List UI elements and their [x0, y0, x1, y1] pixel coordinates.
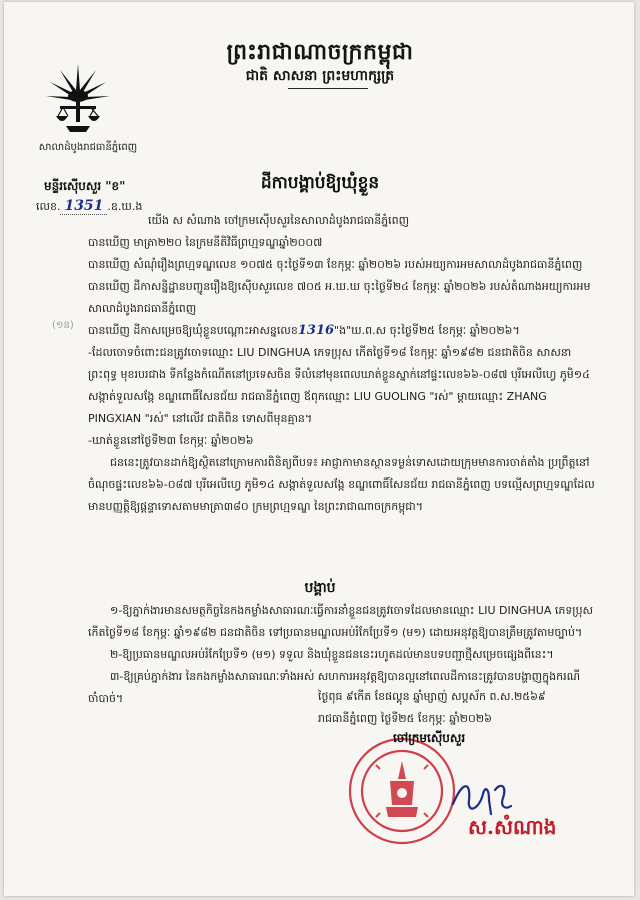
office-name: មន្ទីរស៊ើបសួរ "ខ"	[44, 179, 126, 193]
intro-line: យើង ស សំណាង ចៅក្រមស៊ើបសួរនៃសាលាដំបូងរាជធានីភ្នំពេញ	[148, 214, 410, 227]
recital-3: បានឃើញ ដីកាសន្និដ្ឋានបញ្ជូនរឿងឱ្យស៊ើបសួរលេខ ៧០៥ អ.ឃ.ឃ ចុះថ្ងៃទី២៤ ខែកុម្ភៈ ឆ្នាំ២០២៦ របស់តំណាងអយ្យការអមសាលាដំបូងរាជធានីភ្នំពេញ	[88, 280, 591, 315]
court-name: សាលាដំបូងរាជធានីភ្នំពេញ	[38, 142, 138, 153]
document-title: ដីកាបង្គាប់ឱ្យឃុំខ្លួន	[260, 173, 380, 193]
official-stamp-icon	[346, 735, 458, 847]
handwritten-signature-icon	[445, 770, 515, 820]
recital-4-pre: បានឃើញ ដីកាសម្រេចឱ្យឃុំខ្លួនបណ្តោះអាសន្នលេខ	[88, 324, 298, 337]
dateline-lunar: ថ្ងៃពុធ ៩កើត ខែផល្គុន ឆ្នាំម្សាញ់ សប្តស័ក ព.ស.២៥៦៩	[318, 690, 546, 703]
document-body	[88, 210, 598, 518]
recital-4-post: "ង"ឃ.ព.ស ចុះថ្ងៃទី២៥ ខែកុម្ភៈ ឆ្នាំ២០២៦។	[334, 324, 520, 337]
margin-note: (១ន)	[52, 320, 74, 331]
dateline-solar: រាជធានីភ្នំពេញ ថ្ងៃទី២៥ ខែកុម្ភៈ ឆ្នាំ២០២៦	[318, 712, 492, 725]
recital-2: បានឃើញ សំណុំរឿងព្រហ្មទណ្ឌលេខ ១០៧៥ ចុះថ្ងៃទី១៣ ខែកុម្ភៈ ឆ្នាំ២០២៦ របស់អយ្យការអមសាលាដំបូងរាជធានីភ្នំពេញ	[88, 258, 583, 271]
order-2: ២-ឱ្យប្រធានមណ្ឌលអប់រំកែប្រែទី១ (ម១) ទទួល និងឃុំខ្លួនជននេះរហូតដល់មានបទបញ្ជាថ្មីសម្រេចផ្សេងពីនេះ។	[110, 648, 554, 661]
motto-heading: ជាតិ សាសនា ព្រះមហាក្សត្រ	[245, 68, 395, 84]
recital-4	[88, 320, 598, 342]
ref-suffix: .ឧ.ឃ.ង	[107, 200, 143, 213]
order-1: ១-ឱ្យភ្នាក់ងារមានសមត្ថកិច្ចនៃកងកម្លាំងសាធារណៈធ្វើការនាំខ្លួនជនត្រូវចោទដែលមានឈ្មោះ LIU DINGHUA ភេទប្រុស កើតថ្ងៃទី១៨ ខែកុម្ភៈ ឆ្នាំ១៩៨២ ជនជាតិចិន ទៅប្រធានមណ្ឌលអប់រំកែប្រែទី១ (ម១) ដោយអនុវត្តឱ្យបានត្រឹមត្រូវតាមច្បាប់។	[88, 604, 594, 639]
signer-title: ចៅក្រមស៊ើបសួរ	[393, 731, 466, 745]
recital-4-number-handwritten: 1316	[297, 323, 335, 338]
arrest-date: -ឃាត់ខ្លួននៅថ្ងៃទី២៣ ខែកុម្ភៈ ឆ្នាំ២០២៦	[88, 434, 254, 447]
order-3: ៣-ឱ្យគ្រប់ភ្នាក់ងារ នៃកងកម្លាំងសាធារណៈទាំងអស់ សហការអនុវត្តឱ្យបានល្អនៅពេលដីកានេះត្រូវបានបង្ហាញក្នុងករណីចាំបាច់។	[88, 670, 581, 705]
dateline	[318, 686, 618, 730]
order-heading: បង្គាប់	[304, 580, 336, 596]
charge-details: ជននេះត្រូវបានដាក់ឱ្យស្ថិតនៅក្រោមការពិនិត្យពីបទ៖ អាជ្ញាកាមានស្ថានទម្ងន់ទោសដោយក្រុមមានការចាត់តាំង ប្រព្រឹត្តនៅចំណុចផ្ទះលេខ៦៦-០៨៧ បុរីអេលីហ្វេ ភូមិ១៤ សង្កាត់ទួលសង្កែ ខណ្ឌពោធិ៍សែនជ័យ រាជធានីភ្នំពេញ បទល្មើសព្រហ្មទណ្ឌដែលមានបញ្ញត្តិឱ្យផ្តន្ទាទោសតាមមាត្រា៣៨០ ក្រមព្រហ្មទណ្ឌ នៃព្រះរាជាណាចក្រកម្ពុជា។	[88, 456, 595, 513]
ref-prefix: លេខ.	[36, 200, 61, 213]
motto-divider	[288, 88, 368, 89]
ref-number-handwritten: 1351	[60, 198, 107, 215]
recital-1: បានឃើញ មាត្រា២២០ នៃក្រមនីតិវិធីព្រហ្មទណ្ឌឆ្នាំ២០០៧	[88, 236, 323, 249]
kingdom-heading: ព្រះរាជាណាចក្រកម្ពុជា	[226, 40, 414, 65]
accused-details: -ដែលចោទចំពោះជនត្រូវចោទឈ្មោះ LIU DINGHUA ភេទប្រុស កើតថ្ងៃទី១៨ ខែកុម្ភៈ ឆ្នាំ១៩៨២ ជនជាតិចិន សាសនាព្រះពុទ្ធ មុខរបរជាង ទីកន្លែងកំណើតនៅប្រទេសចិន ទីលំនៅមុនពេលឃាត់ខ្លួនស្នាក់នៅផ្ទះលេខ៦៦-០៨៧ បុរីអេលីហ្វេ ភូមិ១៤ សង្កាត់ទួលសង្កែ ខណ្ឌពោធិ៍សែនជ័យ រាជធានីភ្នំពេញ ឪពុកឈ្មោះ LIU GUOLING "រស់" ម្តាយឈ្មោះ ZHANG PINGXIAN "រស់" នៅលើវ ជាតិពិន ទោសពីមុនគ្មាន។	[88, 346, 590, 425]
signer-name: ស.សំណាង	[468, 815, 557, 839]
